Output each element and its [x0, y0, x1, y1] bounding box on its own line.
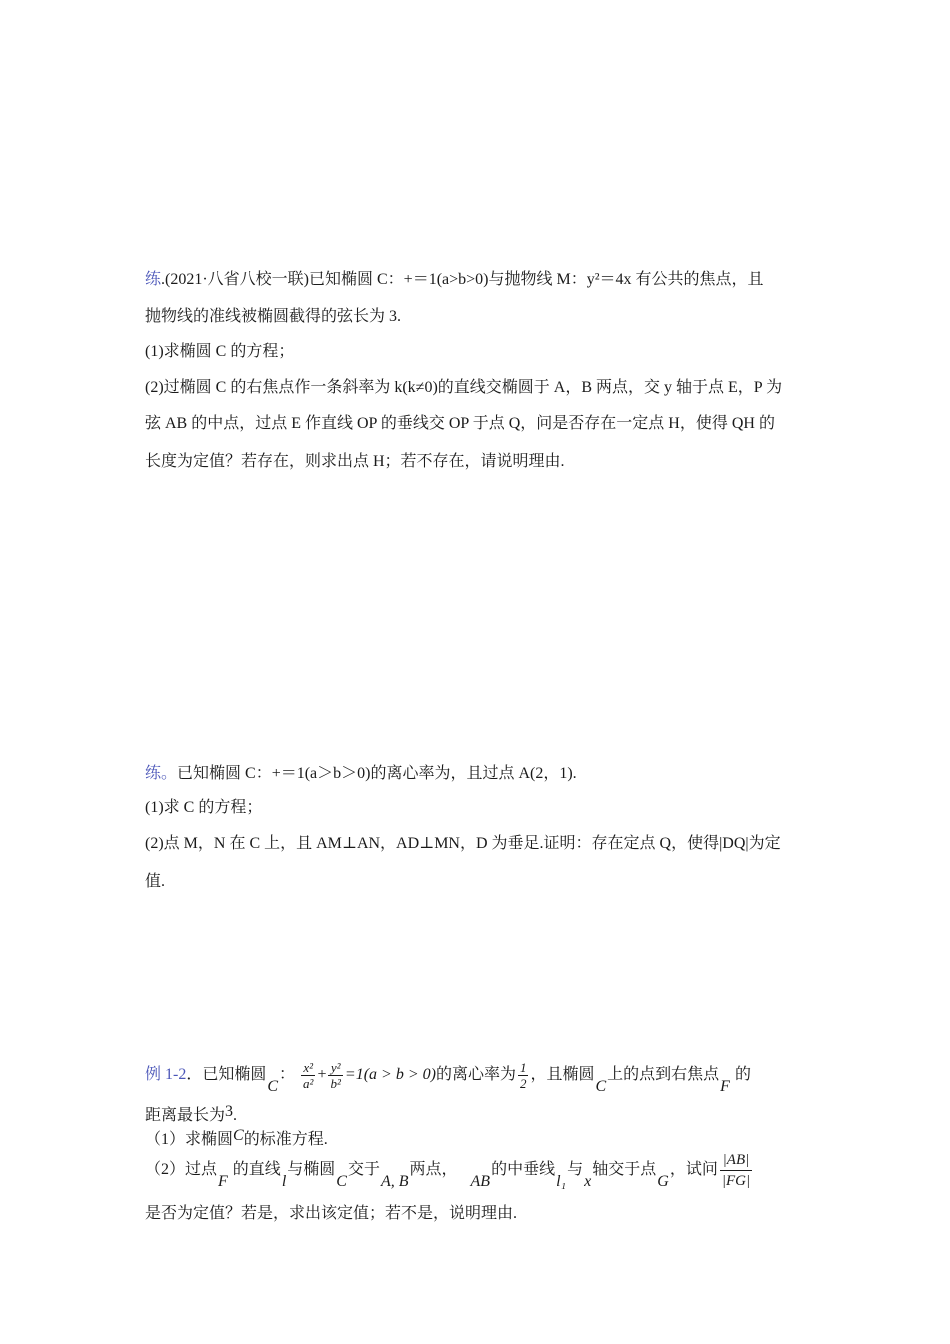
fraction-y-denominator: b²: [330, 1076, 341, 1091]
problem-1-label: 练: [145, 271, 162, 288]
example-text-4f: 的中垂线: [491, 1161, 556, 1179]
points-a-b: A, B: [380, 1173, 409, 1191]
fraction-y-numerator: y²: [328, 1060, 342, 1076]
example-line-1: 例 1-2．已知椭圆C： $\frac{\text{x²}}{\text{a²}}$ + $\frac{\text{y²}}{\text{b²}}$ =1(a > b > 0)的离心率为 $\frac{1}{2}$ ，且椭圆C上的点到右焦点F 的: [145, 1060, 751, 1096]
problem-1-line-3: (1)求椭圆 C 的方程；: [145, 343, 295, 360]
fraction-one-half: [518, 1060, 529, 1091]
example-text-4h: 轴交于点: [592, 1161, 657, 1179]
variable-c: C: [267, 1078, 279, 1096]
half-denominator: 2: [519, 1076, 527, 1091]
fraction-ab-over-fg: [720, 1150, 752, 1191]
example-text-4b: 的直线: [232, 1161, 281, 1179]
fraction-x-denominator: a²: [303, 1076, 314, 1091]
problem-1-text-1: .(2021·八省八校一联)已知椭圆 C：+＝1(a>b>0)与抛物线 M：y²＝4x 有公共的焦点，且: [161, 271, 764, 288]
variable-c-4: C: [336, 1173, 347, 1191]
problem-2-line-4: 值.: [145, 873, 166, 890]
example-text-1e: 上的点到右焦点: [607, 1066, 720, 1084]
variable-c-2: C: [595, 1078, 607, 1096]
problem-1-line-5: 弦 AB 的中点，过点 E 作直线 OP 的垂线交 OP 于点 Q，问是否存在一定点 H，使得 QH 的: [145, 415, 775, 432]
example-line-3: [145, 1126, 328, 1149]
variable-f-2: F: [218, 1173, 228, 1191]
problem-2-text-1: 已知椭圆 C：+＝1(a＞b＞0)的离心率为，且过点 A(2，1).: [177, 765, 577, 782]
example-text-2a: 距离最长为: [145, 1107, 226, 1124]
ratio-numerator: |AB|: [720, 1150, 752, 1171]
example-line-2: [145, 1102, 237, 1125]
example-text-1c: 的离心率为: [435, 1066, 516, 1084]
example-text-4d: 交于: [347, 1161, 380, 1179]
variable-f: F: [720, 1078, 730, 1096]
example-text-3a: （1）求椭圆: [145, 1131, 234, 1148]
variable-c-3: C: [233, 1127, 244, 1144]
problem-2-line-3: (2)点 M，N 在 C 上，且 AM⊥AN，AD⊥MN，D 为垂足.证明：存在定点 Q，使得|DQ|为定: [145, 835, 781, 852]
ratio-denominator: |FG|: [721, 1173, 751, 1189]
example-text-4e: 两点，: [409, 1161, 458, 1179]
problem-1-line-2: 抛物线的准线被椭圆截得的弦长为 3.: [145, 308, 402, 325]
segment-ab: AB: [470, 1173, 491, 1191]
problem-1-line-1: [145, 266, 764, 289]
fraction-x2-a2: [301, 1060, 315, 1091]
example-line-4: [145, 1150, 754, 1191]
example-text-4a: （2）过点: [145, 1161, 218, 1179]
example-text-4c: 与椭圆: [287, 1161, 336, 1179]
example-text-1f: 的: [734, 1066, 751, 1084]
fraction-y2-b2: [328, 1060, 342, 1091]
problem-2-line-1: [145, 760, 577, 783]
example-text-4g: 与: [567, 1161, 584, 1179]
variable-l1: l₁: [556, 1173, 567, 1191]
example-text-2b: .: [233, 1107, 238, 1124]
example-text-3b: 的标准方程.: [243, 1131, 328, 1148]
example-text-1b: ：: [279, 1066, 296, 1084]
half-numerator: 1: [519, 1060, 527, 1075]
problem-2-line-2: (1)求 C 的方程；: [145, 799, 263, 816]
equation-rest: =1(a > b > 0): [344, 1066, 436, 1084]
variable-g: G: [657, 1173, 669, 1191]
problem-1-line-6: 长度为定值？若存在，则求出点 H；若不存在，请说明理由.: [145, 453, 565, 470]
fraction-x-numerator: x²: [301, 1060, 315, 1076]
example-text-1a: ．已知椭圆: [186, 1066, 267, 1084]
example-label: 例 1-2: [145, 1066, 187, 1084]
problem-1-line-4: (2)过椭圆 C 的右焦点作一条斜率为 k(k≠0)的直线交椭圆于 A，B 两点，交 y 轴于点 E，P 为: [145, 379, 783, 396]
example-line-5: 是否为定值？若是，求出该定值；若不是，说明理由.: [145, 1205, 518, 1222]
problem-2-label: 练。: [145, 765, 178, 782]
variable-l: l: [281, 1173, 287, 1191]
example-text-1d: ，且椭圆: [530, 1066, 595, 1084]
value-three: 3: [225, 1103, 234, 1120]
variable-x: x: [584, 1173, 592, 1191]
example-text-4i: ，试问: [669, 1161, 718, 1179]
